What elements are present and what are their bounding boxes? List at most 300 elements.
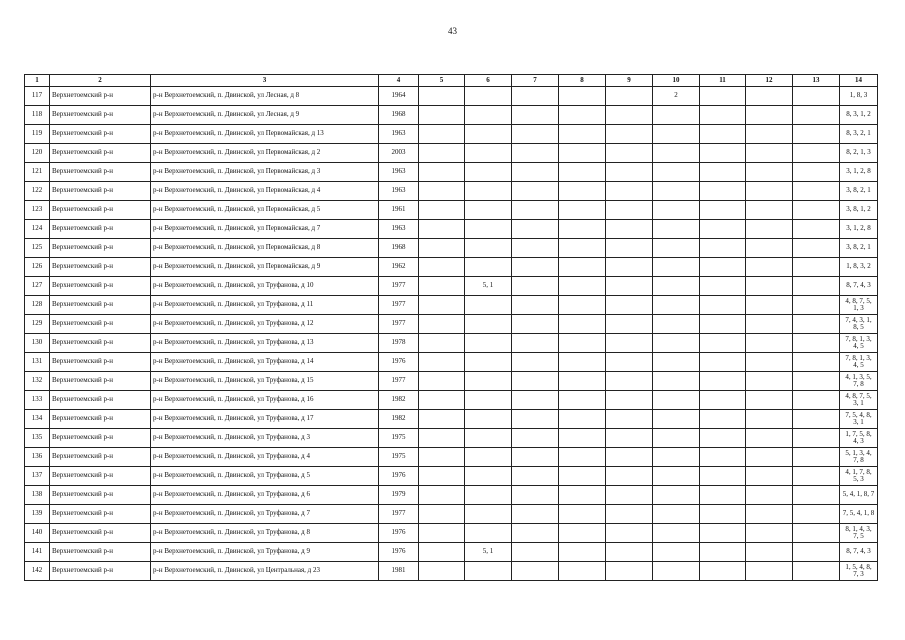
address-cell: р-н Верхнетоемский, п. Двинской, ул Труфанова, д 14 — [151, 353, 379, 372]
col13-cell — [793, 391, 840, 410]
row-number: 140 — [25, 524, 50, 543]
table-row — [25, 353, 878, 372]
col14-cell: 8, 2, 1, 3 — [840, 144, 878, 163]
address-cell: р-н Верхнетоемский, п. Двинской, ул Первомайская, д 9 — [151, 258, 379, 277]
address-cell: р-н Верхнетоемский, п. Двинской, ул Первомайская, д 3 — [151, 163, 379, 182]
col6-cell — [465, 201, 512, 220]
col13-cell — [793, 315, 840, 334]
data-table — [24, 74, 878, 581]
col8-cell — [559, 391, 606, 410]
column-header-4: 4 — [379, 75, 419, 87]
address-cell: р-н Верхнетоемский, п. Двинской, ул Первомайская, д 13 — [151, 125, 379, 144]
district-cell: Верхнетоемский р-н — [50, 467, 151, 486]
col7-cell — [512, 125, 559, 144]
col7-cell — [512, 315, 559, 334]
row-number: 128 — [25, 296, 50, 315]
year-cell: 1976 — [379, 353, 419, 372]
col14-cell: 3, 1, 2, 8 — [840, 163, 878, 182]
col5-cell — [419, 239, 465, 258]
col13-cell — [793, 353, 840, 372]
col9-cell — [606, 182, 653, 201]
table-row — [25, 505, 878, 524]
year-cell: 1977 — [379, 277, 419, 296]
col13-cell — [793, 87, 840, 106]
page-number: 43 — [448, 26, 457, 36]
table-row — [25, 182, 878, 201]
col9-cell — [606, 163, 653, 182]
col12-cell — [746, 87, 793, 106]
year-cell: 1964 — [379, 87, 419, 106]
col11-cell — [700, 448, 746, 467]
col12-cell — [746, 201, 793, 220]
table-body — [25, 87, 878, 581]
col10-cell — [653, 163, 700, 182]
row-number: 135 — [25, 429, 50, 448]
col8-cell — [559, 524, 606, 543]
table-row — [25, 87, 878, 106]
col11-cell — [700, 220, 746, 239]
year-cell: 1963 — [379, 220, 419, 239]
col6-cell — [465, 125, 512, 144]
col11-cell — [700, 239, 746, 258]
col13-cell — [793, 448, 840, 467]
col6-cell — [465, 163, 512, 182]
col12-cell — [746, 334, 793, 353]
col13-cell — [793, 429, 840, 448]
col8-cell — [559, 334, 606, 353]
district-cell: Верхнетоемский р-н — [50, 106, 151, 125]
district-cell: Верхнетоемский р-н — [50, 315, 151, 334]
address-cell: р-н Верхнетоемский, п. Двинской, ул Труфанова, д 16 — [151, 391, 379, 410]
col9-cell — [606, 486, 653, 505]
col13-cell — [793, 524, 840, 543]
col8-cell — [559, 315, 606, 334]
col5-cell — [419, 410, 465, 429]
col14-cell: 7, 4, 3, 1, 8, 5 — [840, 315, 878, 334]
year-cell: 1976 — [379, 524, 419, 543]
col12-cell — [746, 239, 793, 258]
col11-cell — [700, 144, 746, 163]
col9-cell — [606, 125, 653, 144]
col10-cell — [653, 201, 700, 220]
col14-cell: 8, 3, 2, 1 — [840, 125, 878, 144]
address-cell: р-н Верхнетоемский, п. Двинской, ул Лесная, д 8 — [151, 87, 379, 106]
row-number: 126 — [25, 258, 50, 277]
col12-cell — [746, 410, 793, 429]
col9-cell — [606, 467, 653, 486]
col6-cell — [465, 182, 512, 201]
col10-cell — [653, 543, 700, 562]
row-number: 121 — [25, 163, 50, 182]
address-cell: р-н Верхнетоемский, п. Двинской, ул Первомайская, д 7 — [151, 220, 379, 239]
col13-cell — [793, 543, 840, 562]
col11-cell — [700, 277, 746, 296]
col5-cell — [419, 543, 465, 562]
address-cell: р-н Верхнетоемский, п. Двинской, ул Труфанова, д 11 — [151, 296, 379, 315]
row-number: 134 — [25, 410, 50, 429]
col11-cell — [700, 391, 746, 410]
col10-cell — [653, 239, 700, 258]
address-cell: р-н Верхнетоемский, п. Двинской, ул Центральная, д 23 — [151, 562, 379, 581]
col8-cell — [559, 543, 606, 562]
row-number: 141 — [25, 543, 50, 562]
col13-cell — [793, 372, 840, 391]
year-cell: 1977 — [379, 315, 419, 334]
col8-cell — [559, 372, 606, 391]
table-row — [25, 106, 878, 125]
col10-cell — [653, 562, 700, 581]
col14-cell: 3, 8, 2, 1 — [840, 182, 878, 201]
col9-cell — [606, 201, 653, 220]
col10-cell — [653, 467, 700, 486]
col14-cell: 7, 5, 4, 1, 8 — [840, 505, 878, 524]
col14-cell: 1, 5, 4, 8, 7, 3 — [840, 562, 878, 581]
col6-cell — [465, 505, 512, 524]
address-cell: р-н Верхнетоемский, п. Двинской, ул Труфанова, д 7 — [151, 505, 379, 524]
col10-cell — [653, 258, 700, 277]
col10-cell — [653, 296, 700, 315]
column-header-10: 10 — [653, 75, 700, 87]
col13-cell — [793, 334, 840, 353]
col10-cell — [653, 182, 700, 201]
col14-cell: 8, 7, 4, 3 — [840, 543, 878, 562]
col6-cell — [465, 87, 512, 106]
col13-cell — [793, 163, 840, 182]
col12-cell — [746, 543, 793, 562]
col7-cell — [512, 486, 559, 505]
col5-cell — [419, 429, 465, 448]
row-number: 130 — [25, 334, 50, 353]
col7-cell — [512, 277, 559, 296]
col5-cell — [419, 163, 465, 182]
col11-cell — [700, 296, 746, 315]
col5-cell — [419, 486, 465, 505]
year-cell: 1976 — [379, 467, 419, 486]
col13-cell — [793, 562, 840, 581]
column-header-11: 11 — [700, 75, 746, 87]
col10-cell — [653, 372, 700, 391]
column-header-8: 8 — [559, 75, 606, 87]
year-cell: 1982 — [379, 391, 419, 410]
address-cell: р-н Верхнетоемский, п. Двинской, ул Труфанова, д 4 — [151, 448, 379, 467]
district-cell: Верхнетоемский р-н — [50, 277, 151, 296]
row-number: 139 — [25, 505, 50, 524]
year-cell: 1977 — [379, 372, 419, 391]
col14-cell: 8, 7, 4, 3 — [840, 277, 878, 296]
address-cell: р-н Верхнетоемский, п. Двинской, ул Труфанова, д 3 — [151, 429, 379, 448]
col11-cell — [700, 429, 746, 448]
col6-cell — [465, 486, 512, 505]
column-header-13: 13 — [793, 75, 840, 87]
col10-cell — [653, 277, 700, 296]
col12-cell — [746, 467, 793, 486]
col10-cell — [653, 505, 700, 524]
col12-cell — [746, 144, 793, 163]
table-row — [25, 220, 878, 239]
address-cell: р-н Верхнетоемский, п. Двинской, ул Первомайская, д 5 — [151, 201, 379, 220]
col12-cell — [746, 524, 793, 543]
col7-cell — [512, 372, 559, 391]
table-row — [25, 543, 878, 562]
column-header-14: 14 — [840, 75, 878, 87]
col7-cell — [512, 258, 559, 277]
col11-cell — [700, 87, 746, 106]
col8-cell — [559, 296, 606, 315]
col13-cell — [793, 296, 840, 315]
col10-cell: 2 — [653, 87, 700, 106]
col14-cell: 8, 3, 1, 2 — [840, 106, 878, 125]
col7-cell — [512, 182, 559, 201]
col6-cell — [465, 372, 512, 391]
col7-cell — [512, 220, 559, 239]
district-cell: Верхнетоемский р-н — [50, 505, 151, 524]
col6-cell — [465, 410, 512, 429]
col5-cell — [419, 106, 465, 125]
col8-cell — [559, 505, 606, 524]
district-cell: Верхнетоемский р-н — [50, 258, 151, 277]
col9-cell — [606, 87, 653, 106]
col8-cell — [559, 448, 606, 467]
row-number: 120 — [25, 144, 50, 163]
col7-cell — [512, 87, 559, 106]
col11-cell — [700, 505, 746, 524]
col8-cell — [559, 258, 606, 277]
col7-cell — [512, 353, 559, 372]
col8-cell — [559, 467, 606, 486]
col14-cell: 4, 1, 7, 8, 5, 3 — [840, 467, 878, 486]
col9-cell — [606, 296, 653, 315]
col8-cell — [559, 353, 606, 372]
table-row — [25, 163, 878, 182]
col10-cell — [653, 125, 700, 144]
year-cell: 1977 — [379, 505, 419, 524]
col10-cell — [653, 315, 700, 334]
col11-cell — [700, 163, 746, 182]
col12-cell — [746, 486, 793, 505]
col8-cell — [559, 220, 606, 239]
address-cell: р-н Верхнетоемский, п. Двинской, ул Лесная, д 9 — [151, 106, 379, 125]
col9-cell — [606, 391, 653, 410]
col5-cell — [419, 353, 465, 372]
col8-cell — [559, 410, 606, 429]
row-number: 125 — [25, 239, 50, 258]
col11-cell — [700, 106, 746, 125]
district-cell: Верхнетоемский р-н — [50, 296, 151, 315]
col8-cell — [559, 486, 606, 505]
address-cell: р-н Верхнетоемский, п. Двинской, ул Труфанова, д 9 — [151, 543, 379, 562]
col11-cell — [700, 524, 746, 543]
address-cell: р-н Верхнетоемский, п. Двинской, ул Труфанова, д 15 — [151, 372, 379, 391]
address-cell: р-н Верхнетоемский, п. Двинской, ул Труфанова, д 8 — [151, 524, 379, 543]
col5-cell — [419, 391, 465, 410]
col6-cell — [465, 334, 512, 353]
col8-cell — [559, 562, 606, 581]
col12-cell — [746, 429, 793, 448]
table-row — [25, 201, 878, 220]
col7-cell — [512, 429, 559, 448]
column-header-3: 3 — [151, 75, 379, 87]
col8-cell — [559, 87, 606, 106]
col7-cell — [512, 106, 559, 125]
district-cell: Верхнетоемский р-н — [50, 144, 151, 163]
table-row — [25, 315, 878, 334]
col6-cell: 5, 1 — [465, 543, 512, 562]
col5-cell — [419, 334, 465, 353]
col12-cell — [746, 372, 793, 391]
col11-cell — [700, 562, 746, 581]
col9-cell — [606, 410, 653, 429]
col10-cell — [653, 524, 700, 543]
year-cell: 1975 — [379, 448, 419, 467]
district-cell: Верхнетоемский р-н — [50, 239, 151, 258]
row-number: 138 — [25, 486, 50, 505]
col11-cell — [700, 543, 746, 562]
col7-cell — [512, 391, 559, 410]
district-cell: Верхнетоемский р-н — [50, 220, 151, 239]
district-cell: Верхнетоемский р-н — [50, 448, 151, 467]
col9-cell — [606, 429, 653, 448]
col8-cell — [559, 277, 606, 296]
col14-cell: 3, 8, 1, 2 — [840, 201, 878, 220]
col7-cell — [512, 562, 559, 581]
table-row — [25, 277, 878, 296]
col12-cell — [746, 125, 793, 144]
table-row — [25, 391, 878, 410]
col9-cell — [606, 277, 653, 296]
col8-cell — [559, 239, 606, 258]
col12-cell — [746, 258, 793, 277]
col6-cell — [465, 106, 512, 125]
district-cell: Верхнетоемский р-н — [50, 372, 151, 391]
col11-cell — [700, 182, 746, 201]
col12-cell — [746, 505, 793, 524]
address-cell: р-н Верхнетоемский, п. Двинской, ул Первомайская, д 4 — [151, 182, 379, 201]
col11-cell — [700, 467, 746, 486]
col5-cell — [419, 277, 465, 296]
col8-cell — [559, 163, 606, 182]
year-cell: 1963 — [379, 163, 419, 182]
col7-cell — [512, 505, 559, 524]
col11-cell — [700, 258, 746, 277]
col10-cell — [653, 486, 700, 505]
row-number: 142 — [25, 562, 50, 581]
col5-cell — [419, 182, 465, 201]
row-number: 122 — [25, 182, 50, 201]
col13-cell — [793, 144, 840, 163]
col8-cell — [559, 182, 606, 201]
address-cell: р-н Верхнетоемский, п. Двинской, ул Труфанова, д 12 — [151, 315, 379, 334]
year-cell: 1963 — [379, 182, 419, 201]
row-number: 137 — [25, 467, 50, 486]
col7-cell — [512, 467, 559, 486]
district-cell: Верхнетоемский р-н — [50, 486, 151, 505]
row-number: 129 — [25, 315, 50, 334]
table-row — [25, 372, 878, 391]
year-cell: 1976 — [379, 543, 419, 562]
year-cell: 1962 — [379, 258, 419, 277]
col5-cell — [419, 201, 465, 220]
row-number: 118 — [25, 106, 50, 125]
district-cell: Верхнетоемский р-н — [50, 391, 151, 410]
table-row — [25, 144, 878, 163]
col13-cell — [793, 505, 840, 524]
col11-cell — [700, 372, 746, 391]
col10-cell — [653, 448, 700, 467]
col5-cell — [419, 144, 465, 163]
row-number: 123 — [25, 201, 50, 220]
col9-cell — [606, 562, 653, 581]
col11-cell — [700, 353, 746, 372]
col12-cell — [746, 106, 793, 125]
col9-cell — [606, 258, 653, 277]
address-cell: р-н Верхнетоемский, п. Двинской, ул Труфанова, д 13 — [151, 334, 379, 353]
column-header-7: 7 — [512, 75, 559, 87]
col7-cell — [512, 144, 559, 163]
col7-cell — [512, 201, 559, 220]
col11-cell — [700, 125, 746, 144]
col9-cell — [606, 505, 653, 524]
year-cell: 1963 — [379, 125, 419, 144]
col14-cell: 8, 1, 4, 3, 7, 5 — [840, 524, 878, 543]
col8-cell — [559, 429, 606, 448]
row-number: 132 — [25, 372, 50, 391]
district-cell: Верхнетоемский р-н — [50, 125, 151, 144]
col6-cell — [465, 258, 512, 277]
col12-cell — [746, 448, 793, 467]
col9-cell — [606, 372, 653, 391]
col14-cell: 3, 8, 2, 1 — [840, 239, 878, 258]
col10-cell — [653, 410, 700, 429]
col11-cell — [700, 486, 746, 505]
col5-cell — [419, 87, 465, 106]
col12-cell — [746, 220, 793, 239]
col13-cell — [793, 277, 840, 296]
address-cell: р-н Верхнетоемский, п. Двинской, ул Труфанова, д 5 — [151, 467, 379, 486]
col5-cell — [419, 315, 465, 334]
row-number: 131 — [25, 353, 50, 372]
year-cell: 1968 — [379, 239, 419, 258]
table-row — [25, 562, 878, 581]
col10-cell — [653, 220, 700, 239]
header-row — [25, 75, 878, 87]
col7-cell — [512, 410, 559, 429]
district-cell: Верхнетоемский р-н — [50, 334, 151, 353]
col7-cell — [512, 239, 559, 258]
district-cell: Верхнетоемский р-н — [50, 410, 151, 429]
col6-cell — [465, 467, 512, 486]
district-cell: Верхнетоемский р-н — [50, 429, 151, 448]
col12-cell — [746, 391, 793, 410]
col12-cell — [746, 277, 793, 296]
table-row — [25, 448, 878, 467]
col9-cell — [606, 315, 653, 334]
col7-cell — [512, 163, 559, 182]
col9-cell — [606, 334, 653, 353]
col13-cell — [793, 239, 840, 258]
district-cell: Верхнетоемский р-н — [50, 163, 151, 182]
col6-cell — [465, 524, 512, 543]
table-row — [25, 467, 878, 486]
table-row — [25, 429, 878, 448]
col6-cell — [465, 239, 512, 258]
col14-cell: 7, 5, 4, 8, 3, 1 — [840, 410, 878, 429]
district-cell: Верхнетоемский р-н — [50, 201, 151, 220]
col9-cell — [606, 239, 653, 258]
col13-cell — [793, 201, 840, 220]
column-header-6: 6 — [465, 75, 512, 87]
col6-cell — [465, 296, 512, 315]
table-row — [25, 486, 878, 505]
